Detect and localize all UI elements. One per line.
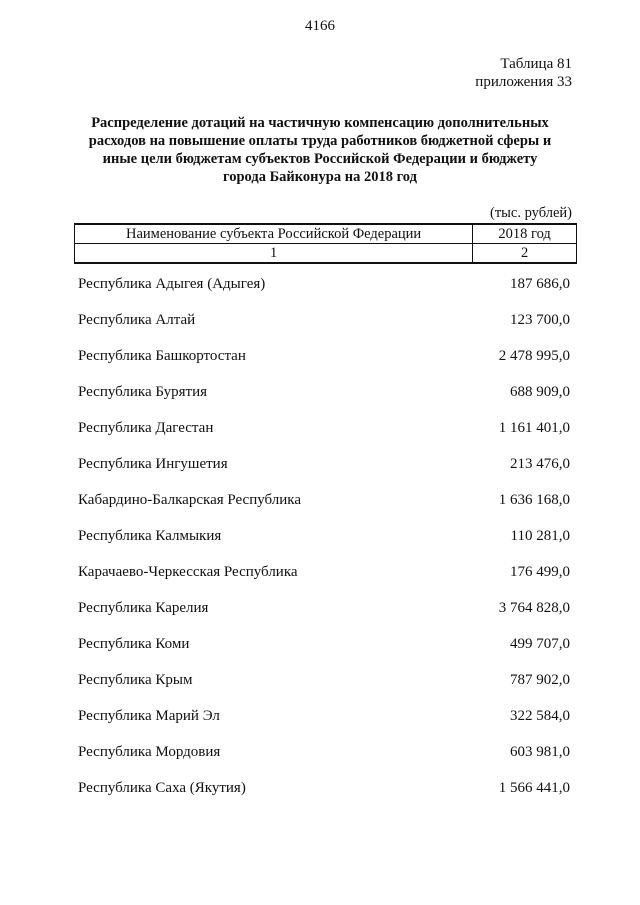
header-year: 2018 год <box>473 224 577 244</box>
table-row <box>78 528 570 564</box>
title-line-1: Распределение дотаций на частичную компенсацию дополнительных <box>91 115 549 131</box>
region-name: Республика Алтай <box>78 312 196 328</box>
title-line-2: расходов на повышение оплаты труда работников бюджетной сферы и <box>88 133 552 149</box>
table-row <box>78 420 570 456</box>
document-title <box>70 114 570 186</box>
region-value: 110 281,0 <box>510 528 570 544</box>
region-name: Республика Мордовия <box>78 744 221 760</box>
region-name: Республика Бурятия <box>78 384 208 400</box>
table-ref-line-2: приложения 33 <box>475 74 572 90</box>
region-name: Республика Калмыкия <box>78 528 222 544</box>
table-row <box>78 780 570 816</box>
region-name: Республика Дагестан <box>78 420 214 436</box>
region-value: 603 981,0 <box>510 744 570 760</box>
page-number: 4166 <box>305 18 335 34</box>
region-value: 322 584,0 <box>510 708 570 724</box>
table-row <box>78 276 570 312</box>
region-value: 499 707,0 <box>510 636 570 652</box>
table-row <box>78 636 570 672</box>
region-name: Республика Крым <box>78 672 193 688</box>
table-row <box>78 492 570 528</box>
title-line-4: города Байконура на 2018 год <box>223 169 417 185</box>
units-note: (тыс. рублей) <box>490 205 572 221</box>
table-ref-line-1: Таблица 81 <box>500 56 572 72</box>
column-number-2: 2 <box>473 244 577 264</box>
table-header <box>74 223 577 264</box>
region-value: 3 764 828,0 <box>498 600 570 616</box>
region-name: Республика Марий Эл <box>78 708 220 724</box>
region-name: Кабардино-Балкарская Республика <box>78 492 302 508</box>
table-row <box>78 384 570 420</box>
region-value: 1 566 441,0 <box>498 780 570 796</box>
region-value: 1 161 401,0 <box>498 420 570 436</box>
region-value: 187 686,0 <box>510 276 570 292</box>
header-region-name: Наименование субъекта Российской Федерации <box>75 224 473 244</box>
region-name: Республика Ингушетия <box>78 456 228 472</box>
region-name: Республика Коми <box>78 636 190 652</box>
table-body <box>78 276 570 816</box>
region-value: 213 476,0 <box>510 456 570 472</box>
title-line-3: иные цели бюджетам субъектов Российской Федерации и бюджету <box>102 151 538 167</box>
table-row <box>78 456 570 492</box>
table-reference <box>475 55 572 91</box>
region-name: Республика Башкортостан <box>78 348 246 364</box>
region-value: 176 499,0 <box>510 564 570 580</box>
region-name: Карачаево-Черкесская Республика <box>78 564 298 580</box>
column-number-1: 1 <box>75 244 473 264</box>
table-row <box>78 564 570 600</box>
region-value: 787 902,0 <box>510 672 570 688</box>
region-value: 123 700,0 <box>510 312 570 328</box>
table-row <box>78 672 570 708</box>
region-name: Республика Саха (Якутия) <box>78 780 246 796</box>
table-row <box>78 708 570 744</box>
region-value: 1 636 168,0 <box>498 492 570 508</box>
region-name: Республика Карелия <box>78 600 209 616</box>
region-name: Республика Адыгея (Адыгея) <box>78 276 266 292</box>
table-row <box>78 744 570 780</box>
table-row <box>78 348 570 384</box>
region-value: 2 478 995,0 <box>498 348 570 364</box>
region-value: 688 909,0 <box>510 384 570 400</box>
table-row <box>78 600 570 636</box>
table-row <box>78 312 570 348</box>
